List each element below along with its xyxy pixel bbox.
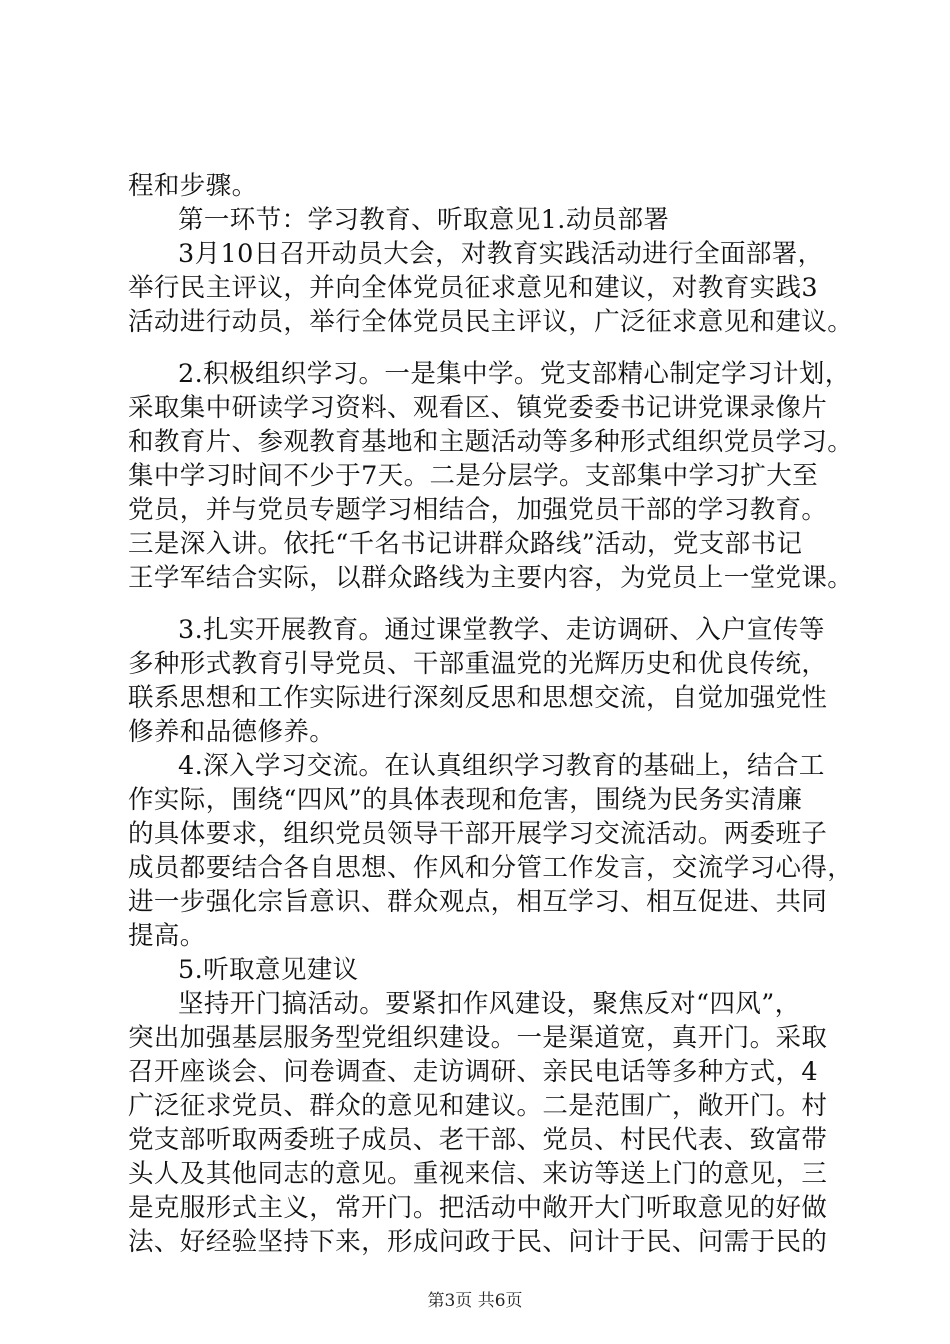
text-line: 3.扎实开展教育。通过课堂教学、走访调研、入户宣传等 xyxy=(178,615,825,645)
text-line: 4.深入学习交流。在认真组织学习教育的基础上，结合工 xyxy=(178,751,825,781)
text-line: 突出加强基层服务型党组织建设。一是渠道宽，真开门。采取 xyxy=(128,1023,828,1053)
text-line: 成员都要结合各自思想、作风和分管工作发言，交流学习心得， xyxy=(128,853,854,883)
text-line: 的具体要求，组织党员领导干部开展学习交流活动。两委班子 xyxy=(128,819,828,849)
text-line: 广泛征求党员、群众的意见和建议。二是范围广，敞开门。村 xyxy=(128,1091,828,1121)
text-line: 法、好经验坚持下来，形成问政于民、问计于民、问需于民的 xyxy=(128,1227,828,1257)
text-line: 召开座谈会、问卷调查、走访调研、亲民电话等多种方式，4 xyxy=(128,1057,819,1087)
text-line: 活动进行动员，举行全体党员民主评议，广泛征求意见和建议。 xyxy=(128,307,854,337)
text-line: 头人及其他同志的意见。重视来信、来访等送上门的意见，三 xyxy=(128,1159,828,1189)
text-line: 坚持开门搞活动。要紧扣作风建设，聚焦反对“四风”， xyxy=(178,989,801,1019)
text-line: 集中学习时间不少于7天。二是分层学。支部集中学习扩大至 xyxy=(128,461,819,491)
text-line: 程和步骤。 xyxy=(128,171,258,201)
text-line: 进一步强化宗旨意识、群众观点，相互学习、相互促进、共同 xyxy=(128,887,828,917)
text-line: 和教育片、参观教育基地和主题活动等多种形式组织党员学习。 xyxy=(128,427,854,457)
text-line: 联系思想和工作实际进行深刻反思和思想交流，自觉加强党性 xyxy=(128,683,828,713)
text-line: 修养和品德修养。 xyxy=(128,717,336,747)
page-number-footer: 第3页 共6页 xyxy=(427,1291,523,1311)
text-line: 党员，并与党员专题学习相结合，加强党员干部的学习教育。 xyxy=(128,495,828,525)
text-line: 三是深入讲。依托“千名书记讲群众路线”活动，党支部书记 xyxy=(128,529,803,559)
section-heading: 第一环节：学习教育、听取意见1.动员部署 xyxy=(178,205,670,235)
text-line: 举行民主评议，并向全体党员征求意见和建议，对教育实践3 xyxy=(128,273,819,303)
text-line: 党支部听取两委班子成员、老干部、党员、村民代表、致富带 xyxy=(128,1125,828,1155)
text-line: 2.积极组织学习。一是集中学。党支部精心制定学习计划， xyxy=(178,359,851,389)
section-heading: 5.听取意见建议 xyxy=(178,955,359,985)
text-line: 作实际，围绕“四风”的具体表现和危害，围绕为民务实清廉 xyxy=(128,785,803,815)
text-line: 王学军结合实际，以群众路线为主要内容，为党员上一堂党课。 xyxy=(128,563,854,593)
text-line: 是克服形式主义，常开门。把活动中敞开大门听取意见的好做 xyxy=(128,1193,828,1223)
text-line: 采取集中研读学习资料、观看区、镇党委委书记讲党课录像片 xyxy=(128,393,828,423)
text-line: 3月10日召开动员大会，对教育实践活动进行全面部署， xyxy=(178,239,824,269)
text-line: 多种形式教育引导党员、干部重温党的光辉历史和优良传统， xyxy=(128,649,828,679)
text-line: 提高。 xyxy=(128,921,206,951)
